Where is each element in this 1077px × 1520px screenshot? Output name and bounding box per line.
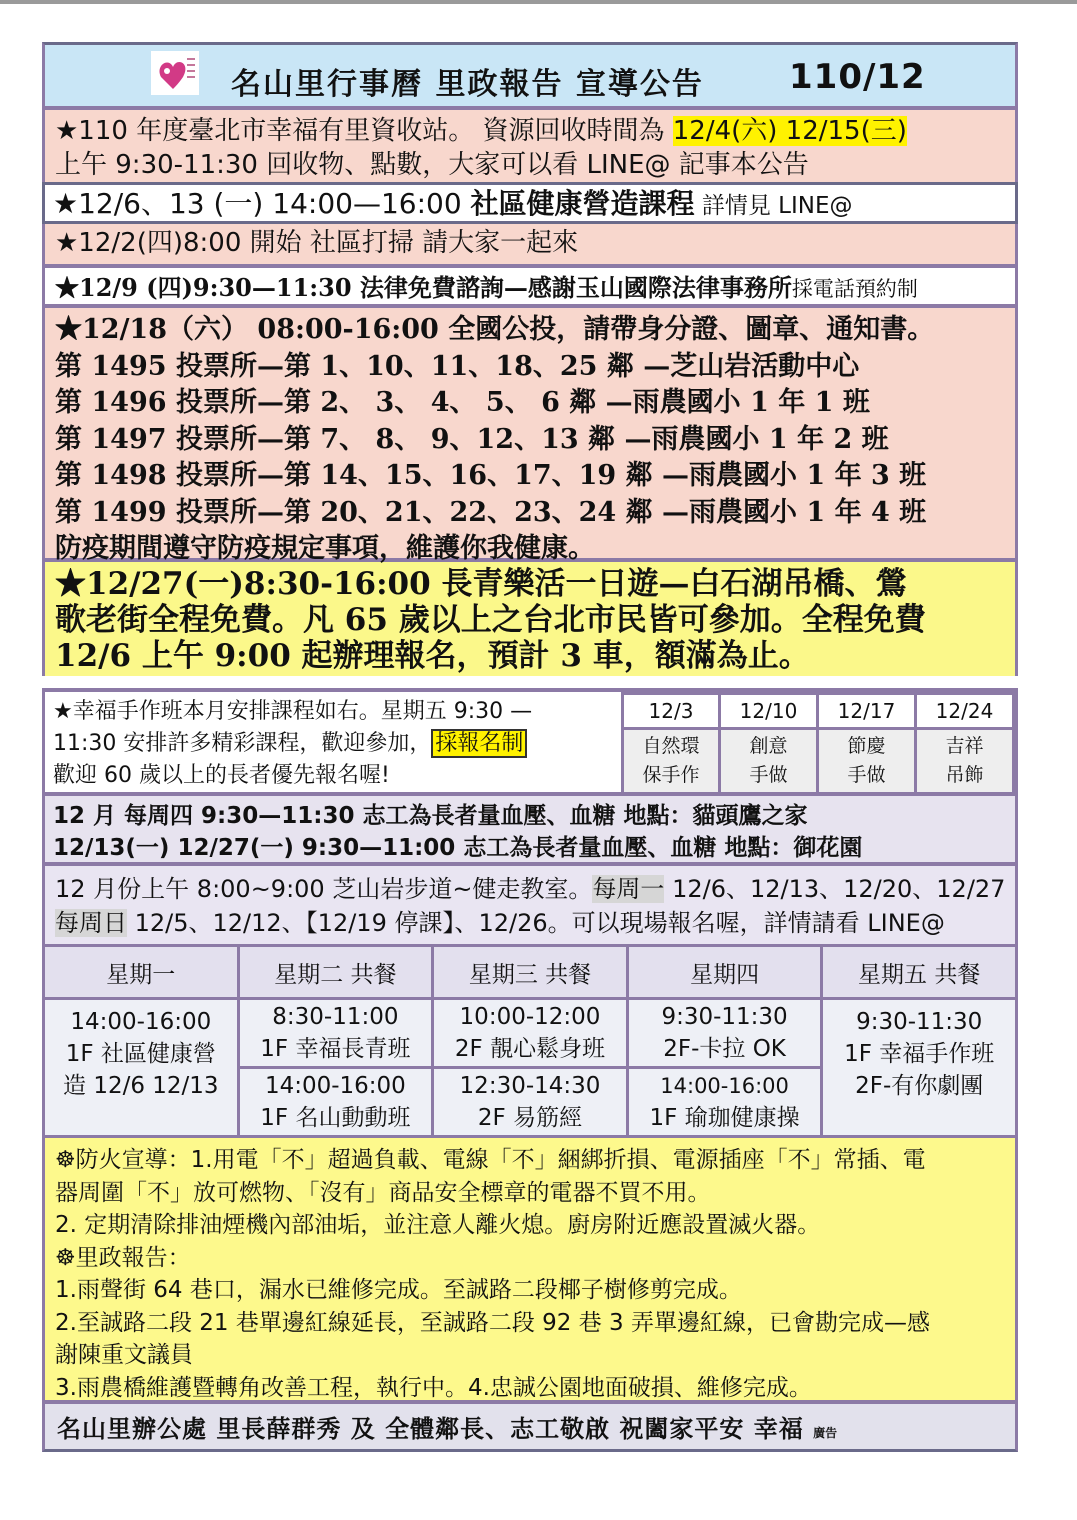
vote-line: 第 1498 投票所—第 14、15、16、17、19 鄰 —雨農國小 1 年 3 班	[55, 460, 927, 491]
schedule-text: 1F 幸福手作班	[844, 1041, 995, 1067]
schedule-text: 2F 易筋經	[477, 1105, 583, 1131]
schedule-text: 14:00-16:00	[70, 1009, 212, 1035]
schedule-text: 9:30-11:30	[856, 1009, 983, 1035]
cleanup-notice: ★12/2(四)8:00 開始 社區打掃 請大家一起來	[42, 224, 1018, 264]
footer-signature	[42, 1400, 1018, 1452]
craft-item	[915, 729, 1013, 794]
registration-badge: 採報名制	[431, 729, 527, 758]
header-date: 110/12	[789, 57, 926, 97]
craft-line-2	[53, 728, 619, 760]
craft-class-text	[53, 696, 619, 792]
schedule-text: 1F 瑜珈健康操	[649, 1105, 800, 1131]
day-header: 星期三 共餐	[433, 946, 628, 999]
vote-line: ★12/18（六） 08:00-16:00 全國公投，請帶身分證、圖章、通知書。	[55, 314, 935, 345]
note-line: 1.雨聲街 64 巷口，漏水已維修完成。至誠路二段椰子樹修剪完成。	[55, 1277, 742, 1303]
craft-item-line: 保手作	[642, 764, 700, 786]
schedule-text: 1F 幸福長青班	[260, 1036, 411, 1062]
vote-line: 第 1496 投票所—第 2、 3、 4、 5、 6 鄰 —雨農國小 1 年 1 班	[55, 387, 870, 418]
legal-consult-text: ★12/9 (四)9:30—11:30 法律免費諮詢—感謝玉山國際法律事務所	[55, 273, 792, 302]
recycle-notice	[42, 106, 1018, 182]
header-title: 名山里行事曆 里政報告 宣導公告	[231, 67, 704, 102]
craft-item-line: 節慶	[847, 735, 886, 757]
note-line: 謝陳重文議員	[55, 1342, 193, 1368]
craft-date: 12/10	[719, 694, 817, 729]
craft-line-3: 歡迎 60 歲以上的長者優先報名喔!	[53, 763, 390, 788]
schedule-text: 2F-有你劇團	[855, 1073, 984, 1099]
referendum-notice	[42, 304, 1018, 564]
craft-item-line: 吉祥	[945, 735, 984, 757]
legal-consult-notice	[42, 264, 1018, 304]
craft-item-line: 吊飾	[945, 764, 984, 786]
walk-line-2	[55, 906, 1015, 940]
day-header: 星期二 共餐	[238, 946, 433, 999]
wednesday-am-cell	[433, 999, 628, 1068]
walk-text: 12 月份上午 8:00~9:00 芝山岩步道~健走教室。	[55, 875, 593, 903]
day-header: 星期四	[627, 946, 822, 999]
recycle-line-1	[55, 114, 1015, 148]
walk-monday-tag: 每周一	[592, 875, 665, 903]
recycle-dates-highlight: 12/4(六) 12/15(三)	[672, 116, 907, 146]
schedule-text: 10:00-12:00	[459, 1004, 601, 1030]
vote-line: 第 1499 投票所—第 20、21、22、23、24 鄰 —雨農國小 1 年 4 班	[55, 496, 927, 528]
friday-cell	[822, 999, 1017, 1137]
thursday-am-cell	[627, 999, 822, 1068]
craft-item-line: 創意	[749, 735, 788, 757]
legal-consult-tail: 採電話預約制	[791, 277, 918, 301]
vote-line: 第 1495 投票所—第 1、10、11、18、25 鄰 —芝山岩活動中心	[55, 350, 860, 382]
bp-line-1: 12 月 每周四 9:30—11:30 志工為長者量血壓、血糖 地點：貓頭鷹之家	[53, 803, 808, 829]
trip-line: 歌老街全程免費。凡 65 歲以上之台北市民皆可參加。全程免費	[55, 602, 926, 638]
tuesday-pm-cell	[238, 1068, 433, 1137]
craft-schedule-table	[621, 692, 1015, 795]
schedule-text: 2F-卡拉 OK	[663, 1036, 786, 1062]
ad-label: 廣告	[813, 1426, 838, 1440]
craft-line-1: ★幸福手作班本月安排課程如右。星期五 9:30 —	[53, 699, 533, 724]
health-course-detail: 詳情見 LINE@	[694, 193, 853, 219]
craft-item	[719, 729, 817, 794]
schedule-text: 1F 名山動動班	[260, 1105, 411, 1131]
craft-date: 12/3	[623, 694, 720, 729]
note-line: 器周圍「不」放可燃物、「沒有」商品安全標章的電器不買不用。	[55, 1179, 711, 1206]
top-edge-line	[0, 0, 1077, 4]
footer-text: 名山里辦公處 里長薛群秀 及 全體鄰長、志工敬啟 祝闔家平安 幸福	[57, 1415, 804, 1443]
health-course-title: 社區健康營造課程	[470, 187, 695, 220]
fire-safety-and-report	[42, 1138, 1018, 1400]
community-logo-icon	[151, 51, 199, 95]
recycle-text: ★110 年度臺北市幸福有里資收站。 資源回收時間為	[55, 116, 673, 146]
craft-class-section	[42, 688, 1018, 792]
note-line: 3.雨農橋維護暨轉角改善工程，執行中。4.忠誠公園地面破損、維修完成。	[55, 1374, 812, 1401]
walk-monday-dates: 12/6、12/13、12/20、12/27	[664, 875, 1006, 903]
note-line: ☸里政報告：	[55, 1244, 191, 1271]
blood-pressure-notice	[42, 792, 1018, 862]
wednesday-pm-cell	[433, 1068, 628, 1137]
monday-cell	[44, 999, 239, 1137]
craft-date: 12/17	[817, 694, 915, 729]
craft-item-line: 手做	[749, 764, 788, 786]
schedule-text: 9:30-11:30	[661, 1004, 788, 1030]
day-header: 星期一	[44, 946, 239, 999]
schedule-text: 1F 社區健康營	[65, 1041, 216, 1067]
schedule-text: 12:30-14:30	[459, 1073, 601, 1099]
bulletin-sheet	[42, 42, 1018, 1452]
schedule-text: 造 12/6 12/13	[63, 1073, 219, 1099]
schedule-text: 14:00-16:00	[264, 1073, 406, 1099]
craft-line-2-text: 11:30 安排許多精彩課程，歡迎參加，	[53, 731, 432, 756]
note-line: ☸防火宣導：1.用電「不」超過負載、電線「不」綑綁折損、電源插座「不」常插、電	[55, 1147, 926, 1173]
tuesday-am-cell	[238, 999, 433, 1068]
header-bar	[42, 42, 1018, 106]
thursday-pm-cell	[627, 1068, 822, 1137]
craft-item	[817, 729, 915, 794]
walk-sunday-dates: 12/5、12/12、【12/19 停課】、12/26。可以現場報名喔，詳情請看 LINE@	[127, 909, 945, 937]
recycle-line-2: 上午 9:30-11:30 回收物、點數，大家可以看 LINE@ 記事本公告	[55, 150, 809, 180]
trip-line: 12/6 上午 9:00 起辦理報名，預計 3 車，額滿為止。	[55, 638, 810, 674]
vote-line: 防疫期間遵守防疫規定事項，維護你我健康。	[55, 533, 595, 564]
craft-item	[623, 729, 720, 794]
schedule-text: 14:00-16:00	[660, 1074, 789, 1098]
schedule-text: 2F 靚心鬆身班	[454, 1036, 606, 1062]
bp-line-2: 12/13(一) 12/27(一) 9:30—11:00 志工為長者量血壓、血糖 地點：御花園	[53, 835, 863, 861]
health-course-notice	[42, 182, 1018, 224]
trip-line: ★12/27(一)8:30-16:00 長青樂活一日遊—白石湖吊橋、鶯	[55, 566, 907, 602]
note-line: 2. 定期清除排油煙機內部油垢，並注意人離火熄。廚房附近應設置滅火器。	[55, 1212, 821, 1238]
vote-line: 第 1497 投票所—第 7、 8、 9、12、13 鄰 —雨農國小 1 年 2 班	[55, 423, 889, 455]
day-header: 星期五 共餐	[822, 946, 1017, 999]
weekly-schedule-table	[42, 944, 1018, 1138]
craft-date: 12/24	[915, 694, 1013, 729]
note-line: 2.至誠路二段 21 巷單邊紅線延長，至誠路二段 92 巷 3 弄單邊紅線，已會勘完成—感	[55, 1309, 930, 1336]
spacer	[42, 676, 1018, 688]
craft-item-line: 自然環	[642, 735, 700, 757]
health-course-time: ★12/6、13 (一) 14:00—16:00	[53, 187, 471, 220]
walking-class-notice	[42, 862, 1018, 944]
senior-trip-notice	[42, 558, 1018, 676]
walk-line-1	[55, 872, 1015, 906]
craft-item-line: 手做	[847, 764, 886, 786]
walk-sunday-tag: 每周日	[55, 909, 127, 937]
schedule-text: 8:30-11:00	[272, 1004, 399, 1030]
